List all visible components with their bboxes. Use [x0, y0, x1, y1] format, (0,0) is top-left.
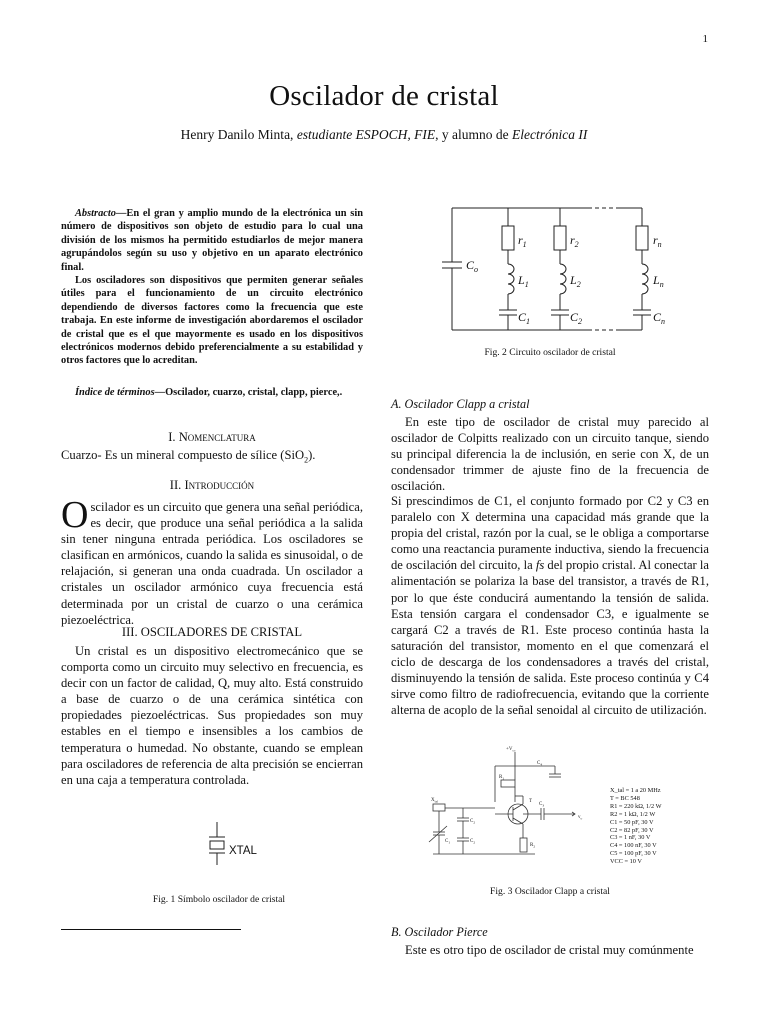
section1-heading: [61, 429, 363, 445]
fig3-label-xtal: $X_{tal}$: [431, 798, 439, 804]
fig3-label-c1: $C_1$: [445, 839, 451, 845]
fig3-label-c2: $C_2$: [470, 819, 476, 825]
fig3-spec-line: VCC = 10 V: [610, 858, 642, 866]
section1-body-post: ).: [308, 448, 316, 462]
fig2-label-co: $C_o$: [466, 258, 479, 274]
subsectionA-title: A. Oscilador Clapp a cristal: [391, 397, 530, 411]
fig3-spec-line: C5 = 100 pF, 30 V: [610, 850, 657, 858]
page-number: 1: [702, 33, 708, 45]
fig2-crystal-circuit: [420, 200, 710, 340]
section1-body-pre: Cuarzo- Es un mineral compuesto de sílice (SiO: [61, 448, 305, 462]
section2-heading: [61, 477, 363, 493]
fig3-spec-line: X_tal = 1 a 20 MHz: [610, 787, 661, 794]
fig2-label-c1: $C_1$: [518, 310, 531, 326]
fig2-label-rn: $r_n$: [653, 233, 662, 249]
fig3-spec-line: C4 = 100 nF, 30 V: [610, 842, 657, 850]
fig3-spec-line: C3 = 1 nF, 30 V: [610, 834, 651, 842]
fig3-spec-line: C1 = 50 pF, 30 V: [610, 818, 654, 826]
author-role: estudiante ESPOCH, FIE: [296, 127, 436, 142]
author-name: Henry Danilo Minta,: [180, 127, 297, 142]
index-terms: [61, 386, 363, 399]
dropcap: O: [61, 494, 89, 536]
section3-body: Un cristal es un dispositivo electromecánico que se comporta como un circuito muy selectivo en frecuencia, es decir con un factor de calidad, Q, muy alto. Está construido a base de cuarzo o de una cerámica sintética con propiedades piezoeléctricas. Sus propiedades son muy estables en el tiempo e insensibles a los cambios de temperatura o humedad. No obstante, cuando se emplean para osciladores de referencia de alta precisión se encierran en una caja a temperatura controlada.: [61, 644, 363, 787]
fig3-specs: [610, 787, 710, 866]
fig2-caption: Fig. 2 Circuito oscilador de cristal: [484, 347, 616, 358]
section3-heading: III. OSCILADORES DE CRISTAL: [121, 625, 303, 639]
fig3-label-c4: $C_4$: [537, 761, 543, 767]
fig3-label-c-lower: $C_2$: [470, 839, 476, 845]
fig1-label: XTAL: [229, 845, 257, 857]
section2-body: [61, 494, 363, 628]
paper-title: Oscilador de cristal: [269, 80, 499, 112]
fig2-label-ln: $L_n$: [653, 273, 664, 289]
abstract-label: Abstracto: [75, 208, 116, 219]
fig2-label-c2: $C_2$: [570, 310, 583, 326]
section2-num: II.: [169, 478, 185, 492]
section1-body: [61, 447, 363, 469]
section2-text: scilador es un circuito que genera una señal periódica, es decir, que produce una señal periódica a la salida sin tener ninguna entrada periódica. Los osciladores se clasifican en armónicos, cuando la salida es sinusoidal, o de relajación, si generan una onda cuadrada. Un oscilador a cristales un oscilador armónico cuya frecuencia está determinada por un cristal de cuarzo o una cerámica piezoeléctrica.: [61, 500, 363, 627]
index-terms-text: —Oscilador, cuarzo, cristal, clapp, pierce,.: [154, 387, 343, 398]
fig3-label-vo: $v_o$: [578, 815, 583, 821]
fig3-clapp-circuit: [415, 742, 610, 860]
fig3-spec-line: R2 = 1 kΩ, 1/2 W: [610, 810, 656, 818]
section2-title: Introducción: [184, 478, 255, 492]
fig3-label-vcc: $+V_{cc}$: [506, 747, 516, 753]
fig1-caption: Fig. 1 Símbolo oscilador de cristal: [152, 894, 286, 905]
fig3-label-r1: $R_1$: [499, 775, 505, 781]
subsectionA-p2-pre: Si prescindimos de C1, el conjunto formado por C2 y C3 en paralelo con X determina una capacidad más grande que la propia del cristal, razón por la cual, se le obliga a comportarse como una reactancia puramente inductiva, siendo la frecuencia de oscilación del circuito, la: [391, 494, 709, 573]
author-middle: , y alumno de: [435, 127, 513, 142]
fig3-label-r2: $R_2$: [530, 843, 536, 849]
fig1-crystal-symbol: [195, 820, 275, 866]
subsectionB-p1: Este es otro tipo de oscilador de cristal muy comúnmente: [405, 943, 694, 957]
fig3-caption: Fig. 3 Oscilador Clapp a cristal: [490, 886, 610, 897]
author-course: Electrónica II: [512, 127, 588, 142]
subsectionA-fs: fs: [535, 558, 545, 573]
fig2-label-r1: $r_1$: [518, 233, 527, 249]
fig3-spec-line: R1 = 220 kΩ, 1/2 W: [610, 802, 662, 810]
index-terms-label: Índice de términos: [75, 387, 155, 398]
fig3-spec-line: C2 = 82 pF, 30 V: [610, 826, 654, 834]
section1-body-sub: 2: [304, 455, 309, 465]
fig3-label-t: T: [529, 799, 533, 804]
fig3-spec-line: T = BC 548: [610, 794, 640, 802]
abstract-p2: Los osciladores son dispositivos que permiten generar señales útiles para el funcionamiento de un circuito electrónico dependiendo de diversos factores como la frecuencia que este trabaja. En este informe de investigación abordaremos el oscilador de cristal que es el que mayormente es usado en los dispositivos electrónicos modernos debido preferencialmente a su estabilidad y otros factores que lo acreditan.: [61, 275, 363, 367]
fig2-label-r2: $r_2$: [570, 233, 579, 249]
section1-num: I.: [168, 430, 179, 444]
authors-line: [0, 127, 768, 143]
fig2-label-l1: $L_1$: [518, 273, 529, 289]
fig2-label-cn: $C_n$: [653, 310, 666, 326]
footnote-rule: [61, 929, 241, 930]
abstract: [61, 207, 363, 368]
fig3-label-c3: $C_3$: [539, 802, 545, 808]
subsectionA-p1: En este tipo de oscilador de cristal muy parecido al oscilador de Colpitts realizado con un circuito tanque, siendo su principal diferencia la de inclusión, en serie con X, de un condensador trimmer de ajuste fino de la frecuencia de oscilación.: [391, 415, 709, 494]
fig2-label-l2: $L_2$: [570, 273, 581, 289]
subsectionB-title: B. Oscilador Pierce: [391, 925, 488, 939]
subsectionA-p2-post: del propio cristal. Al conectar la alimentación se polariza la base del transistor, a través de R1, por lo que éste conducirá aumentando la tensión de salida. Esta tensión cargara el condensador C3, e igualmente se cargará C2 a través de R1. Este proceso continúa hasta la saturación del transistor, momento en el que comenzará el ciclo de descarga de los condensadores a través del cristal, disminuyendo la tensión de salida. Este proceso continúa y C4 sirve como filtro de radiofrecuencia, evitando que la corriente alterna de acoplo de la señal senoidal al circuito de utilización.: [391, 558, 709, 718]
section1-title: Nomenclatura: [178, 430, 256, 444]
subsectionA-p2: [391, 493, 709, 718]
abstract-p1: —En el gran y amplio mundo de la electrónica un sin número de dispositivos son objeto de estudio para lo cual una división de los mismos ha permitido estudiarlos de mejor manera agrupándolos según su uso y objetivo en un aparato electrónico final.: [61, 208, 363, 273]
